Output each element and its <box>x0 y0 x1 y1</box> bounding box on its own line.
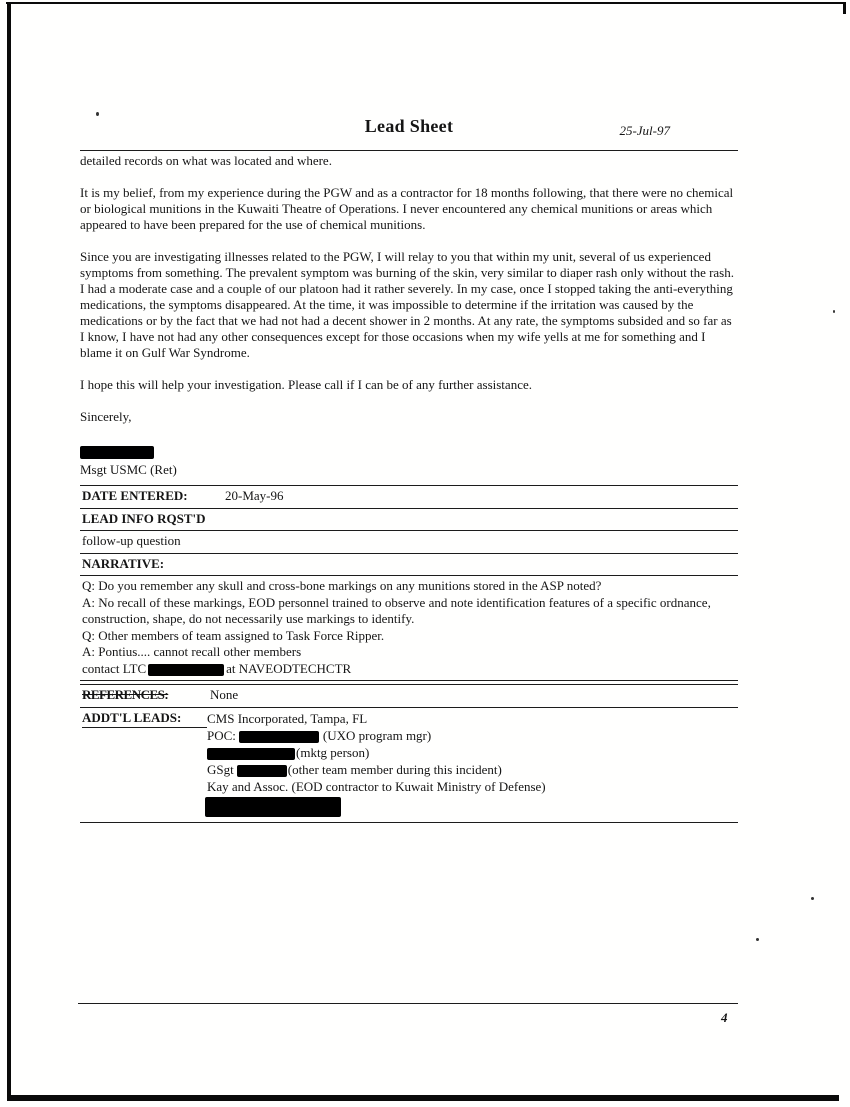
row-narrative-content <box>80 575 738 680</box>
poc-suffix: (UXO program mgr) <box>322 727 432 743</box>
row-lead-info-value <box>80 530 738 553</box>
narrative-label: NARRATIVE: <box>82 555 165 571</box>
scan-speck <box>756 938 759 941</box>
header-rule <box>80 150 738 151</box>
lead-info-label: LEAD INFO RQST'D <box>82 510 206 526</box>
date-entered-value: 20-May-96 <box>225 488 284 503</box>
letter-closing: I hope this will help your investigation. Please call if I can be of any further assistance. <box>80 377 532 392</box>
scan-border-bottom <box>7 1095 839 1101</box>
row-date-entered <box>80 485 738 508</box>
letter-paragraph: It is my belief, from my experience during the PGW and as a contractor for 18 months following, that there were no chemical or biological munitions in the Kuwaiti Theatre of Operations. I never encountered any chemical munitions or areas which appeared to have been prepared for the use of chemical munitions. <box>80 185 734 232</box>
signature-title: Msgt USMC (Ret) <box>80 462 177 477</box>
addtl-leads-label: ADDT'L LEADS: <box>82 710 207 729</box>
gsgt-suffix: (other team member during this incident) <box>287 761 502 777</box>
poc-name-redaction <box>239 731 319 743</box>
lead-poc-line <box>207 727 736 744</box>
letter-signoff: Sincerely, <box>80 409 132 424</box>
row-narrative-label <box>80 553 738 576</box>
signature-redaction-bar <box>80 446 154 459</box>
mktg-name-redaction <box>207 748 295 760</box>
footer-rule <box>78 1003 738 1004</box>
references-value: None <box>210 687 239 702</box>
document-header <box>80 116 738 150</box>
narrative-line: Q: Do you remember any skull and cross-bone markings on any munitions stored in the ASP noted? <box>82 578 602 593</box>
row-references <box>80 685 738 707</box>
scan-speck <box>833 310 835 313</box>
lead-kay-line: Kay and Assoc. (EOD contractor to Kuwait Ministry of Defense) <box>207 778 546 794</box>
row-addtl-leads <box>80 707 738 822</box>
narrative-content <box>82 578 736 677</box>
page-title: Lead Sheet <box>364 116 454 136</box>
contact-prefix: contact LTC <box>82 660 147 676</box>
scan-border-top <box>6 2 846 4</box>
references-label: REFERENCES: <box>82 687 169 702</box>
gsgt-name-redaction <box>237 765 287 777</box>
scan-border-left <box>7 2 11 1100</box>
narrative-line: A: Pontius.... cannot recall other members <box>82 644 302 659</box>
letter-paragraph: Since you are investigating illnesses related to the PGW, I will relay to you that within my unit, several of us experienced symptoms from something. The prevalent symptom was burning of the skin, very similar to diaper rash only without the rash. I had a moderate case and a couple of our platoon had it rather severely. In my case, once I stopped taking the anti-everything medications, the symptoms disappeared. At the time, it was impossible to determine if the irritation was caused by the medications or by the fact that we had not had a decent shower in 2 months. At any rate, the symptoms subsided and so far as I know, I have not had any other consequences except for those occasions when my wife yells at me for something and I blame it on Gulf War Syndrome. <box>80 249 734 360</box>
page-number: 4 <box>721 1010 728 1025</box>
poc-prefix: POC: <box>207 727 236 743</box>
lead-info-value: follow-up question <box>82 533 181 548</box>
document-date: 25-Jul-97 <box>619 123 670 138</box>
contact-suffix: at NAVEODTECHCTR <box>226 660 352 676</box>
table-bottom-rule <box>80 822 738 823</box>
narrative-line: A: No recall of these markings, EOD personnel trained to observe and note identification features of a specific ordnance, construction, shape, do not necessarily use markings to identify. <box>82 594 711 626</box>
scan-speck <box>811 897 814 900</box>
row-lead-info <box>80 508 738 531</box>
lead-company-line: CMS Incorporated, Tampa, FL <box>207 710 368 726</box>
lead-mktg-line <box>207 744 736 761</box>
leads-block-redaction <box>205 797 341 817</box>
contact-name-redaction <box>148 664 224 676</box>
date-entered-label: DATE ENTERED: <box>82 488 188 503</box>
narrative-contact-line <box>82 661 736 678</box>
narrative-line: Q: Other members of team assigned to Task Force Ripper. <box>82 627 385 643</box>
lead-sheet-table <box>80 485 738 823</box>
document-content <box>80 116 738 823</box>
mktg-suffix: (mktg person) <box>296 744 370 760</box>
lead-gsgt-line <box>207 761 736 778</box>
gsgt-prefix: GSgt <box>207 761 234 777</box>
scan-border-corner <box>843 2 846 14</box>
addtl-leads-content <box>207 710 736 819</box>
letter-continuation-line: detailed records on what was located and where. <box>80 153 332 168</box>
